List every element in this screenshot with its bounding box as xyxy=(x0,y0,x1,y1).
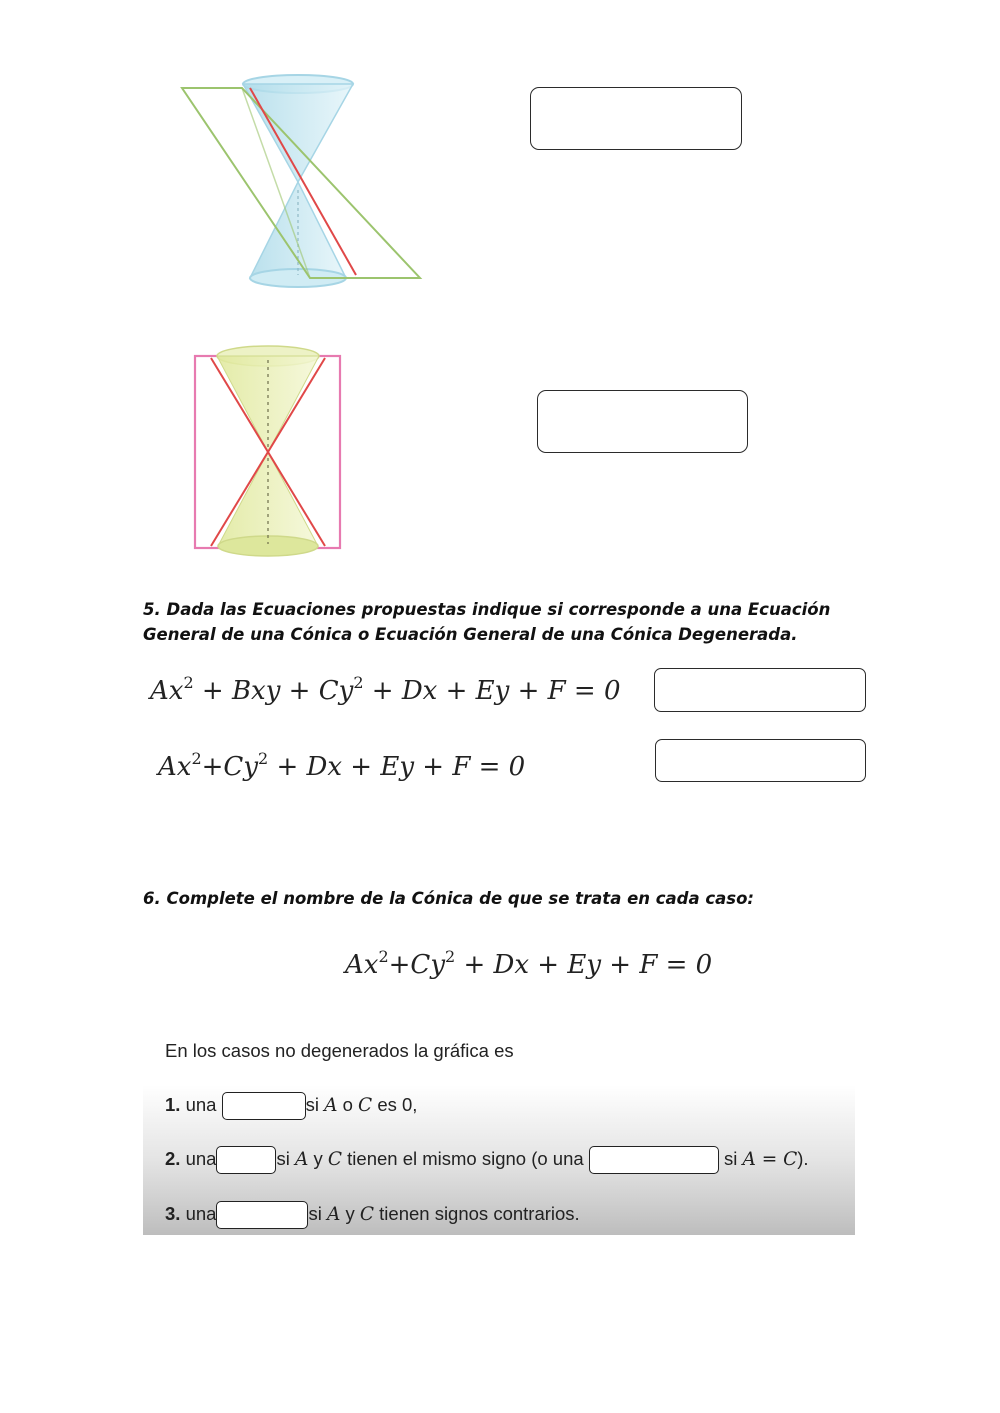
case-line-2: 2. una si A y C tienen el mismo signo (o una si A = C). xyxy=(165,1146,809,1174)
cone-figure-vertical-cut xyxy=(185,340,355,560)
blank-case-2-special[interactable] xyxy=(589,1146,719,1174)
question-6-text: 6. Complete el nombre de la Cónica de que se trata en cada caso: xyxy=(143,889,755,908)
blank-case-1[interactable] xyxy=(222,1092,306,1120)
answer-box-equation-2[interactable] xyxy=(655,739,866,782)
equation-conic-six: $Ax^2+Cy^2 + Dx + Ey + F = 0$ xyxy=(345,947,713,980)
blank-case-2[interactable] xyxy=(216,1146,276,1174)
equation-general-conic: $Ax^2$ + Bxy + $Cy^2 + Dx + Ey + F = 0$ xyxy=(150,673,621,706)
answer-box-equation-1[interactable] xyxy=(654,668,866,712)
equation-no-xy-term: $Ax^2+Cy^2 + Dx + Ey + F = 0$ xyxy=(158,749,526,782)
case-line-1: 1. una si A o C es 0, xyxy=(165,1092,417,1120)
question-5-text: 5. Dada las Ecuaciones propuestas indique si corresponde a una Ecuación General de una Cónica o Ecuación General de una Cónica Degenerada. xyxy=(143,600,831,644)
scan-intro-text: En los casos no degenerados la gráfica es xyxy=(165,1040,514,1061)
answer-box-figure-2[interactable] xyxy=(537,390,748,453)
blank-case-3[interactable] xyxy=(216,1201,308,1229)
case-line-3: 3. una si A y C tienen signos contrarios. xyxy=(165,1201,580,1229)
cone-figure-plane-cut xyxy=(170,70,440,300)
answer-box-figure-1[interactable] xyxy=(530,87,742,150)
